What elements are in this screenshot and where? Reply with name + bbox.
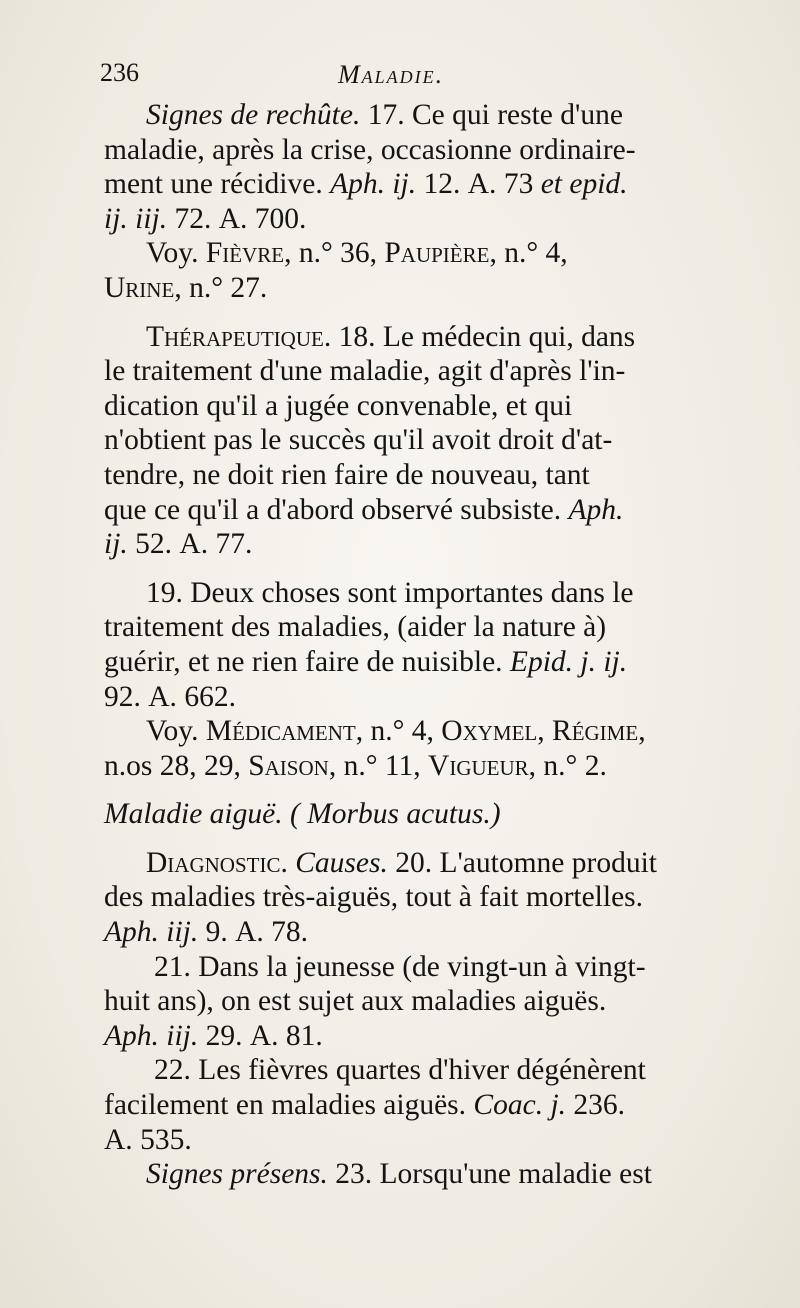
paragraph-gap (104, 562, 744, 576)
text-run: 12. (416, 168, 468, 201)
text-run: Thérapeutique (146, 320, 324, 353)
text-run: n.os 28, 29, (104, 749, 249, 782)
text-run: A. (467, 168, 497, 201)
text-line (104, 1019, 744, 1054)
text-run: 662. (176, 680, 236, 713)
text-line (104, 714, 744, 749)
paragraph-gap (104, 783, 744, 797)
text-line (104, 880, 744, 915)
text-run: Vigueur (428, 749, 529, 782)
text-line (104, 645, 744, 680)
text-run: , (537, 715, 553, 748)
text-line (104, 1088, 744, 1123)
text-run: Voy. (146, 715, 206, 748)
text-run: Causes. (295, 846, 388, 879)
text-run: maladie, après la crise, occasionne ordinaire- (104, 133, 636, 166)
text-line (104, 493, 744, 528)
text-line (104, 846, 744, 881)
text-line (104, 1123, 744, 1158)
text-run: , n.° 2. (528, 749, 607, 782)
text-line (104, 202, 744, 237)
text-run: Coac. j. (473, 1089, 567, 1122)
text-run: Maladie aiguë. ( Morbus acutus.) (104, 798, 501, 831)
text-run: ment une récidive. (104, 168, 331, 201)
text-run: des maladies très-aiguës, tout à fait mortelles. (104, 881, 644, 914)
text-line (104, 610, 744, 645)
text-run: que ce qu'il a d'abord observé subsiste. (104, 493, 569, 526)
text-line (104, 576, 744, 611)
text-run: ij. iij. (104, 202, 168, 235)
text-run: 9. (198, 916, 236, 949)
text-run: 21. Dans la jeunesse (de vingt-un à vingt- (154, 950, 646, 983)
running-head: Maladie. (338, 60, 445, 89)
text-run: , n.° 4, (489, 237, 568, 270)
text-run: 23. Lorsqu'une maladie est (327, 1158, 652, 1191)
text-run: 535. (132, 1123, 192, 1156)
text-line (104, 389, 744, 424)
text-run: Diagnostic (146, 846, 281, 879)
text-run: A. (104, 1123, 133, 1156)
text-run: A. (218, 202, 248, 235)
text-line (104, 749, 744, 784)
text-run: Signes de rechûte. (146, 99, 361, 131)
text-line (104, 1053, 744, 1088)
text-line (104, 98, 744, 133)
text-run: 52. (127, 528, 180, 561)
text-run: Paupière (384, 237, 490, 270)
text-run: n'obtient pas le succès qu'il avoit droit d'at- (104, 424, 613, 457)
paragraph-gap (104, 832, 744, 846)
text-line (104, 271, 744, 306)
text-line (104, 354, 744, 389)
text-line (104, 320, 744, 355)
text-line (104, 984, 744, 1019)
text-run: . (280, 846, 296, 879)
page-number: 236 (100, 58, 139, 87)
text-line (104, 133, 744, 168)
text-run: , n.° 4, (355, 715, 442, 748)
text-run: facilement en maladies aiguës. (104, 1089, 474, 1122)
text-line (104, 915, 744, 950)
text-line (104, 950, 744, 985)
text-run: Régime (552, 715, 639, 748)
text-line (104, 1157, 744, 1192)
text-run: 73 (496, 168, 541, 201)
text-run: , n.° 11, (328, 749, 429, 782)
text-line (104, 680, 744, 715)
text-run: tendre, ne doit rien faire de nouveau, tant (104, 458, 590, 491)
text-run: 81. (278, 1019, 323, 1052)
text-run: dication qu'il a jugée convenable, et qui (104, 389, 573, 422)
text-run: 22. Les fièvres quartes d'hiver dégénèrent (154, 1054, 646, 1087)
text-run: traitement des maladies, (aider la nature à) (104, 611, 607, 644)
text-run: Aph. iij. (104, 1019, 199, 1052)
text-run: , (638, 715, 646, 748)
text-run: 77. (208, 528, 253, 561)
text-run: . 18. Le médecin qui, dans (323, 320, 636, 353)
text-line (104, 797, 744, 832)
text-run: le traitement d'une maladie, agit d'après l'in- (104, 355, 626, 388)
text-line (104, 527, 744, 562)
text-run: 72. (167, 202, 219, 235)
text-line (104, 167, 744, 202)
text-run: Fièvre (205, 237, 285, 270)
text-run: A. (148, 680, 177, 713)
text-run: 20. L'automne produit (387, 846, 657, 879)
text-run: Aph. ij. (330, 168, 417, 201)
text-run: Urine (104, 271, 175, 304)
text-run: 236. (566, 1089, 626, 1122)
text-run: 29. (198, 1019, 250, 1052)
text-run: 17. Ce qui reste d'une (360, 99, 623, 131)
text-line (104, 423, 744, 458)
text-run: Epid. j. ij. (509, 645, 628, 678)
page-header (100, 58, 740, 98)
text-run: Médicament (205, 715, 356, 748)
text-run: Signes présens. (146, 1158, 328, 1191)
text-run: et epid. (540, 168, 628, 201)
text-run: ij. (104, 528, 128, 561)
body-text (104, 98, 744, 1192)
text-run: 92. (104, 680, 149, 713)
text-line (104, 236, 744, 271)
text-run: Oxymel (441, 715, 538, 748)
text-run: guérir, et ne rien faire de nuisible. (104, 645, 510, 678)
text-run: A. (179, 528, 209, 561)
text-run: Aph. (568, 493, 624, 526)
text-run: Saison (248, 749, 329, 782)
text-run: A. (235, 916, 264, 949)
text-run: , n.° 36, (284, 237, 385, 270)
text-run: Aph. iij. (104, 916, 199, 949)
paragraph-gap (104, 306, 744, 320)
text-line (104, 458, 744, 493)
text-run: 700. (247, 202, 307, 235)
text-run: Voy. (146, 237, 206, 270)
text-run: huit ans), on est sujet aux maladies aiguës. (104, 985, 607, 1018)
text-run: 19. Deux choses sont importantes dans le (146, 576, 634, 609)
text-run: A. (249, 1019, 279, 1052)
text-run: 78. (263, 916, 309, 949)
text-run: , n.° 27. (174, 271, 268, 304)
